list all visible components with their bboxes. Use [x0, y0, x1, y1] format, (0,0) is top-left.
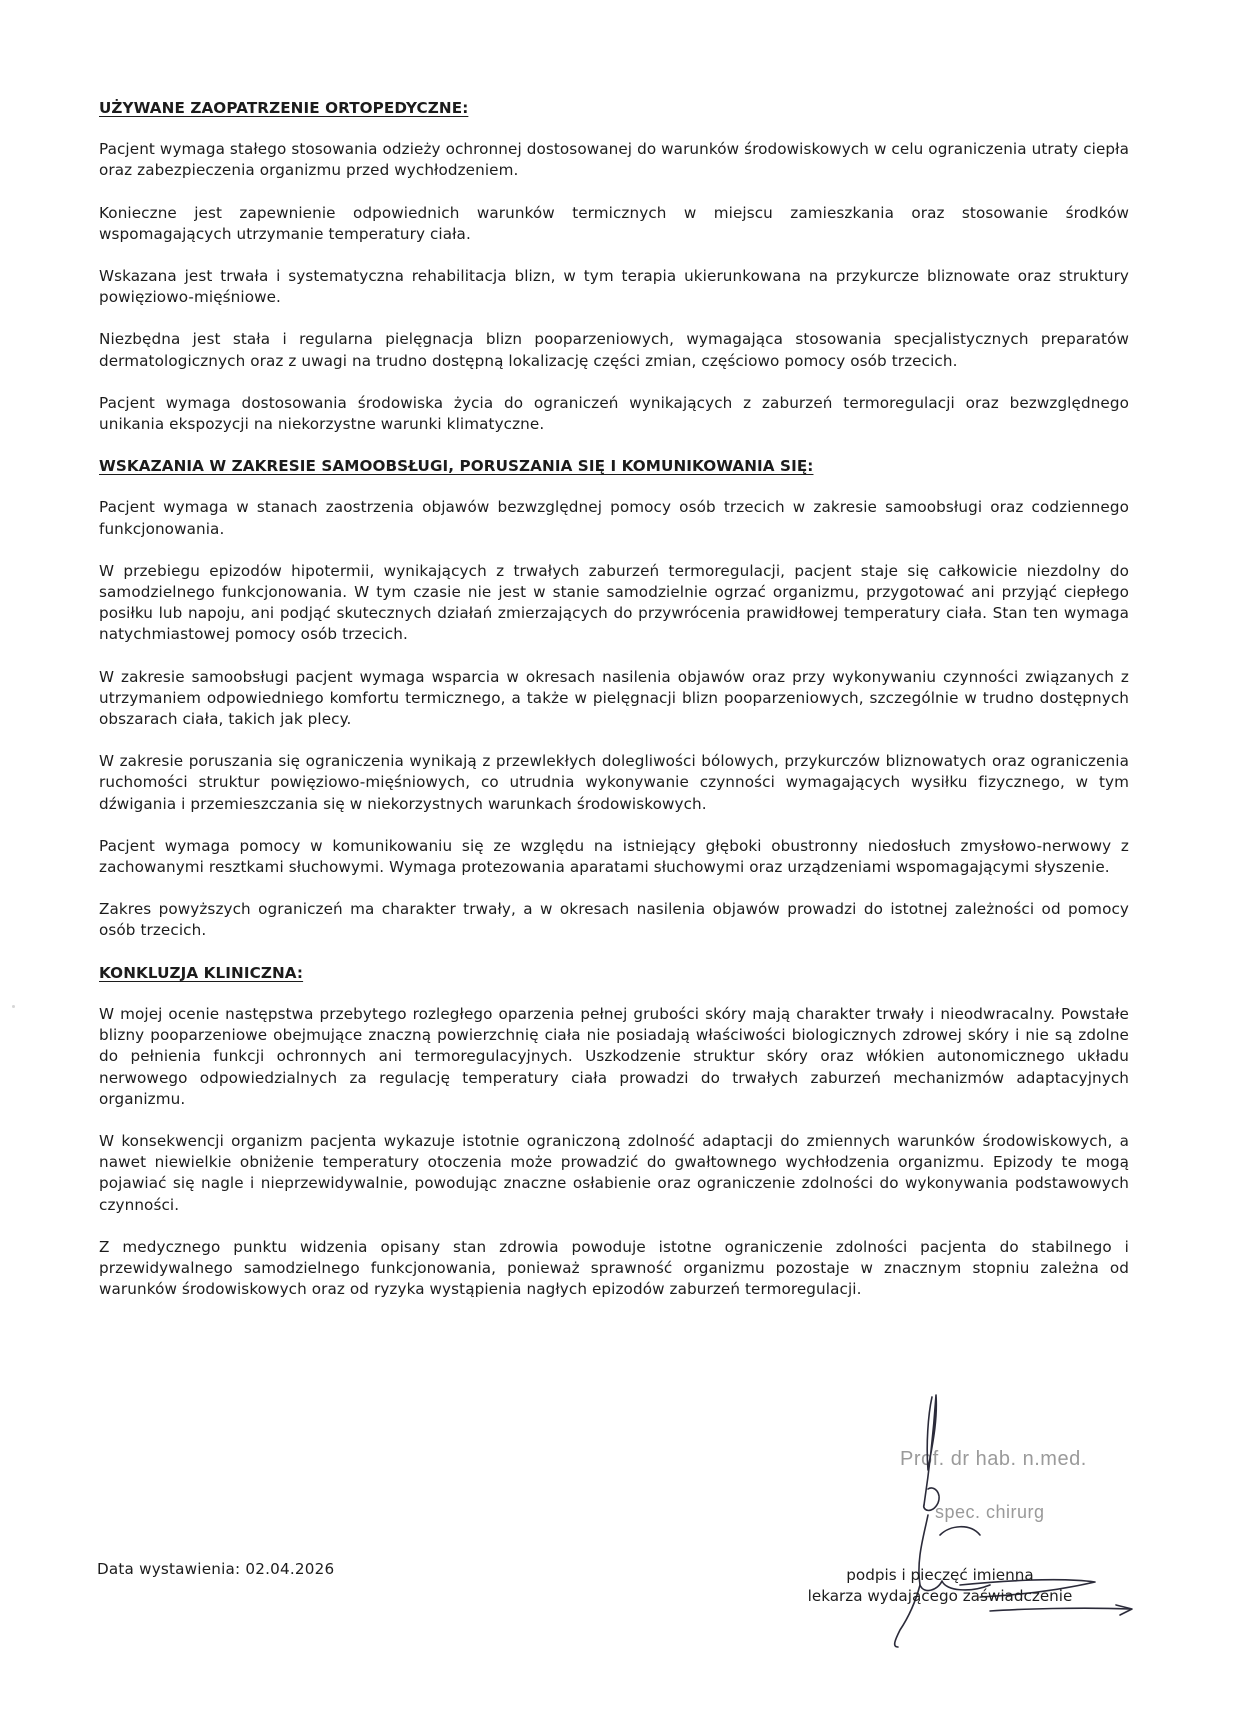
issue-date: Data wystawienia: 02.04.2026: [97, 1560, 335, 1578]
section-orthopedic-supplies: [99, 98, 1129, 435]
handwritten-signature: [820, 1385, 1160, 1675]
paragraph: Pacjent wymaga w stanach zaostrzenia objawów bezwzględnej pomocy osób trzecich w zakresie samoobsługi oraz codziennego funkcjonowania.: [99, 498, 1129, 538]
paragraph: W konsekwencji organizm pacjenta wykazuje istotnie ograniczoną zdolność adaptacji do zmiennych warunków środowiskowych, a nawet niewielkie obniżenie temperatury otoczenia może prowadzić do gwałtownego wychłodzenia organizmu. Epizody te mogą pojawiać się nagle i nieprzewidywalnie, powodując znaczne osłabienie oraz ograniczenie zdolności do wykonywania podstawowych czynności.: [99, 1131, 1129, 1214]
section-heading: WSKAZANIA W ZAKRESIE SAMOOBSŁUGI, PORUSZANIA SIĘ I KOMUNIKOWANIA SIĘ:: [99, 457, 814, 476]
document-body: [99, 98, 1129, 1321]
paragraph: Niezbędna jest stała i regularna pielęgnacja blizn pooparzeniowych, wymagająca stosowania specjalistycznych preparatów dermatologicznych oraz z uwagi na trudno dostępną lokalizację części zmian, częściowo pomocy osób trzecich.: [99, 330, 1129, 370]
section-clinical-conclusion: [99, 963, 1129, 1301]
paragraph: Wskazana jest trwała i systematyczna rehabilitacja blizn, w tym terapia ukierunkowana na przykurcze bliznowate oraz struktury powięziowo-mięśniowe.: [99, 267, 1129, 307]
paragraph: Pacjent wymaga stałego stosowania odzieży ochronnej dostosowanej do warunków środowiskowych w celu ograniczenia utraty ciepła oraz zabezpieczenia organizmu przed wychłodzeniem.: [99, 140, 1129, 180]
paragraph: Z medycznego punktu widzenia opisany stan zdrowia powoduje istotne ograniczenie zdolności pacjenta do stabilnego i przewidywalnego samodzielnego funkcjonowania, ponieważ sprawność organizmu pozostaje w znacznym stopniu zależna od warunków środowiskowych oraz od ryzyka wystąpienia nagłych epizodów zaburzeń termoregulacji.: [99, 1237, 1129, 1299]
paragraph: W przebiegu epizodów hipotermii, wynikających z trwałych zaburzeń termoregulacji, pacjent staje się całkowicie niezdolny do samodzielnego funkcjonowania. W tym czasie nie jest w stanie samodzielnie ogrzać organizmu, przygotować ani przyjąć ciepłego posiłku lub napoju, ani podjąć skutecznych działań zmierzających do przywrócenia prawidłowej temperatury ciała. Stan ten wymaga natychmiastowej pomocy osób trzecich.: [99, 561, 1129, 644]
section-heading: KONKLUZJA KLINICZNA:: [99, 963, 304, 982]
paragraph: Pacjent wymaga dostosowania środowiska życia do ograniczeń wynikających z zaburzeń termoregulacji oraz bezwzględnego unikania ekspozycji na niekorzystne warunki klimatyczne.: [99, 393, 1129, 434]
stamp-specialty: spec. chirurg: [935, 1502, 1045, 1522]
stamp-title: Prof. dr hab. n.med.: [900, 1448, 1087, 1470]
paragraph: Konieczne jest zapewnienie odpowiednich warunków termicznych w miejscu zamieszkania oraz stosowanie środków wspomagających utrzymanie temperatury ciała.: [99, 203, 1129, 243]
paragraph: Zakres powyższych ograniczeń ma charakter trwały, a w okresach nasilenia objawów prowadzi do istotnej zależności od pomocy osób trzecich.: [99, 900, 1129, 940]
paragraph: W zakresie poruszania się ograniczenia wynikają z przewlekłych dolegliwości bólowych, przykurczów bliznowatych oraz ograniczenia ruchomości struktur powięziowo-mięśniowych, co utrudnia wykonywanie czynności wymagających wysiłku fizycznego, w tym dźwigania i przemieszczania się w niekorzystnych warunkach środowiskowych.: [99, 752, 1129, 813]
signature-caption-line1: podpis i pieczęć imienna: [846, 1566, 1034, 1584]
section-self-care-mobility-communication: [99, 456, 1129, 941]
section-heading: UŻYWANE ZAOPATRZENIE ORTOPEDYCZNE:: [99, 99, 469, 117]
paragraph: W mojej ocenie następstwa przebytego rozległego oparzenia pełnej grubości skóry mają charakter trwały i nieodwracalny. Powstałe blizny pooparzeniowe obejmujące znaczną powierzchnię ciała nie posiadają właściwości biologicznych zdrowej skóry i nie są zdolne do pełnienia funkcji ochronnych ani termoregulacyjnych. Uszkodzenie struktur skóry oraz włókien autonomicznego układu nerwowego odpowiedzialnych za regulację temperatury ciała prowadzi do trwałych zaburzeń mechanizmów adaptacyjnych organizmu.: [99, 1004, 1129, 1108]
signature-caption-line2: lekarza wydającego zaświadczenie: [807, 1587, 1073, 1605]
paragraph: W zakresie samoobsługi pacjent wymaga wsparcia w okresach nasilenia objawów oraz przy wykonywaniu czynności związanych z utrzymaniem odpowiedniego komfortu termicznego, a także w pielęgnacji blizn pooparzeniowych, szczególnie w trudno dostępnych obszarach ciała, takich jak plecy.: [99, 667, 1129, 729]
paragraph: Pacjent wymaga pomocy w komunikowaniu się ze względu na istniejący głęboki obustronny niedosłuch zmysłowo-nerwowy z zachowanymi resztkami słuchowymi. Wymaga protezowania aparatami słuchowymi oraz urządzeniami wspomagającymi słyszenie.: [99, 836, 1129, 877]
scan-speck: [12, 1005, 15, 1008]
signature-caption: [790, 1565, 1090, 1607]
